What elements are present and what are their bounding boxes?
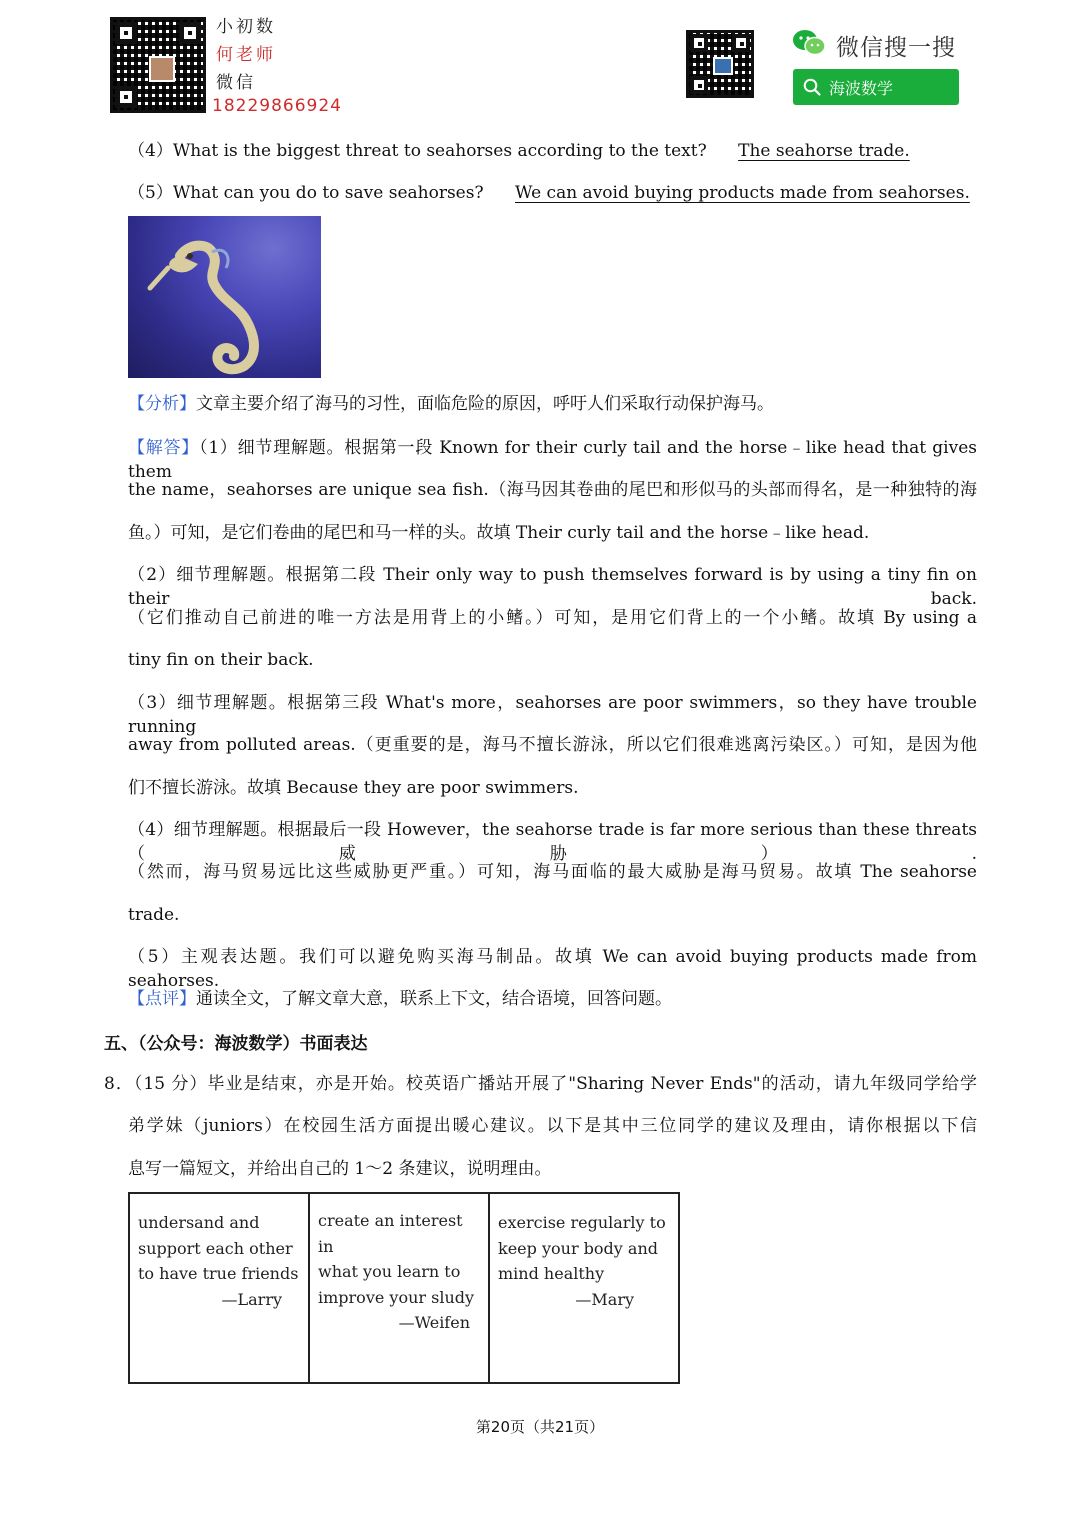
comment-text: 通读全文，了解文章大意，联系上下文，结合语境，回答问题。 bbox=[196, 989, 672, 1009]
qr-code-right bbox=[686, 30, 754, 98]
question-5-text: （5）What can you do to save seahorses? bbox=[128, 183, 484, 203]
question-5-answer: We can avoid buying products made from seahorses. bbox=[515, 183, 970, 203]
solution-tag: 【解答】 bbox=[128, 438, 200, 458]
solution-line-text: （1）细节理解题。根据第一段 Known for their curly tail and the horse﹣like head that gives them bbox=[128, 438, 978, 482]
seahorse-photo bbox=[128, 216, 321, 378]
card-signature: —Weifen bbox=[398, 1313, 470, 1332]
card-line: what you learn to bbox=[318, 1262, 461, 1281]
card-line: create an interest in bbox=[318, 1211, 463, 1256]
question-4-text: （4）What is the biggest threat to seahorses according to the text? bbox=[128, 141, 707, 161]
question-5 bbox=[128, 181, 990, 205]
card-line: support each other bbox=[138, 1238, 293, 1258]
solution-line: 们不擅长游泳。故填 Because they are poor swimmers. bbox=[128, 778, 579, 798]
analysis bbox=[128, 392, 774, 416]
solution-line: （然而，海马贸易远比这些威胁更严重。）可知，海马面临的最大威胁是海马贸易。故填 The seahorse bbox=[128, 862, 977, 882]
solution-line: （5）主观表达题。我们可以避免购买海马制品。故填 We can avoid buying products made from seahorses. bbox=[128, 947, 977, 991]
card-line: to have true friends bbox=[138, 1264, 299, 1283]
analysis-text: 文章主要介绍了海马的习性，面临危险的原因，呼吁人们采取行动保护海马。 bbox=[196, 394, 774, 414]
qr-code-left bbox=[110, 17, 206, 113]
suggestion-card bbox=[488, 1194, 678, 1382]
question-4-answer: The seahorse trade. bbox=[738, 141, 910, 161]
suggestion-card bbox=[130, 1194, 308, 1382]
teacher-line-1: 小初数 bbox=[216, 17, 276, 37]
solution-line: the name，seahorses are unique sea fish.（海马因其卷曲的尾巴和形似马的头部而得名，是一种独特的海 bbox=[128, 480, 977, 500]
solution-line: 鱼。）可知，是它们卷曲的尾巴和马一样的头。故填 Their curly tail and the horse﹣like head. bbox=[128, 523, 870, 543]
teacher-phone: 18229866924 bbox=[212, 96, 342, 116]
solution-line: （4）细节理解题。根据最后一段 However，the seahorse trade is far more serious than these threats（威胁）. bbox=[128, 820, 977, 864]
search-icon bbox=[803, 78, 821, 96]
wechat-icon bbox=[792, 29, 826, 57]
card-line: exercise regularly to bbox=[498, 1213, 666, 1232]
card-signature: —Mary bbox=[575, 1289, 634, 1309]
card-signature: —Larry bbox=[221, 1289, 282, 1309]
q8-line: 8．（15 分）毕业是结束，亦是开始。校英语广播站开展了"Sharing Never Ends"的活动，请九年级同学给学 bbox=[104, 1074, 977, 1094]
card-line: mind healthy bbox=[498, 1264, 605, 1283]
wechat-search-label: 海波数学 bbox=[829, 78, 894, 98]
section-heading: 五、（公众号：海波数学）书面表达 bbox=[104, 1034, 368, 1054]
card-line: improve your sludy bbox=[318, 1287, 475, 1307]
card-line: keep your body and bbox=[498, 1238, 658, 1258]
suggestion-card bbox=[308, 1194, 488, 1382]
wechat-search-button[interactable] bbox=[793, 69, 959, 105]
q8-line: 息写一篇短文，并给出自己的 1～2 条建议，说明理由。 bbox=[128, 1159, 552, 1179]
comment bbox=[128, 987, 672, 1011]
wechat-search-title: 微信搜一搜 bbox=[836, 35, 956, 61]
analysis-tag: 【分析】 bbox=[128, 394, 196, 414]
suggestion-table bbox=[128, 1192, 680, 1384]
teacher-line-2: 何老师 bbox=[216, 45, 276, 65]
solution-line: （3）细节理解题。根据第三段 What's more，seahorses are poor swimmers，so they have trouble running bbox=[128, 693, 977, 737]
solution-line: away from polluted areas.（更重要的是，海马不擅长游泳，所以它们很难逃离污染区。）可知，是因为他 bbox=[128, 735, 977, 755]
comment-tag: 【点评】 bbox=[128, 989, 196, 1009]
solution-line: （2）细节理解题。根据第二段 Their only way to push themselves forward is by using a tiny fin on their back. bbox=[128, 565, 977, 609]
page-number: 第20页（共21页） bbox=[475, 1418, 605, 1436]
solution-line: （它们推动自己前进的唯一方法是用背上的小鳍。）可知，是用它们背上的一个小鳍。故填 By using a bbox=[128, 608, 977, 628]
question-4 bbox=[128, 139, 930, 163]
solution-line: trade. bbox=[128, 905, 180, 925]
teacher-line-3: 微信 bbox=[216, 73, 256, 93]
q8-line: 弟学妹（juniors）在校园生活方面提出暖心建议。以下是其中三位同学的建议及理由，请你根据以下信 bbox=[128, 1116, 977, 1136]
card-line: undersand and bbox=[138, 1213, 260, 1232]
solution-line bbox=[128, 436, 978, 482]
solution-line: tiny fin on their back. bbox=[128, 650, 314, 670]
